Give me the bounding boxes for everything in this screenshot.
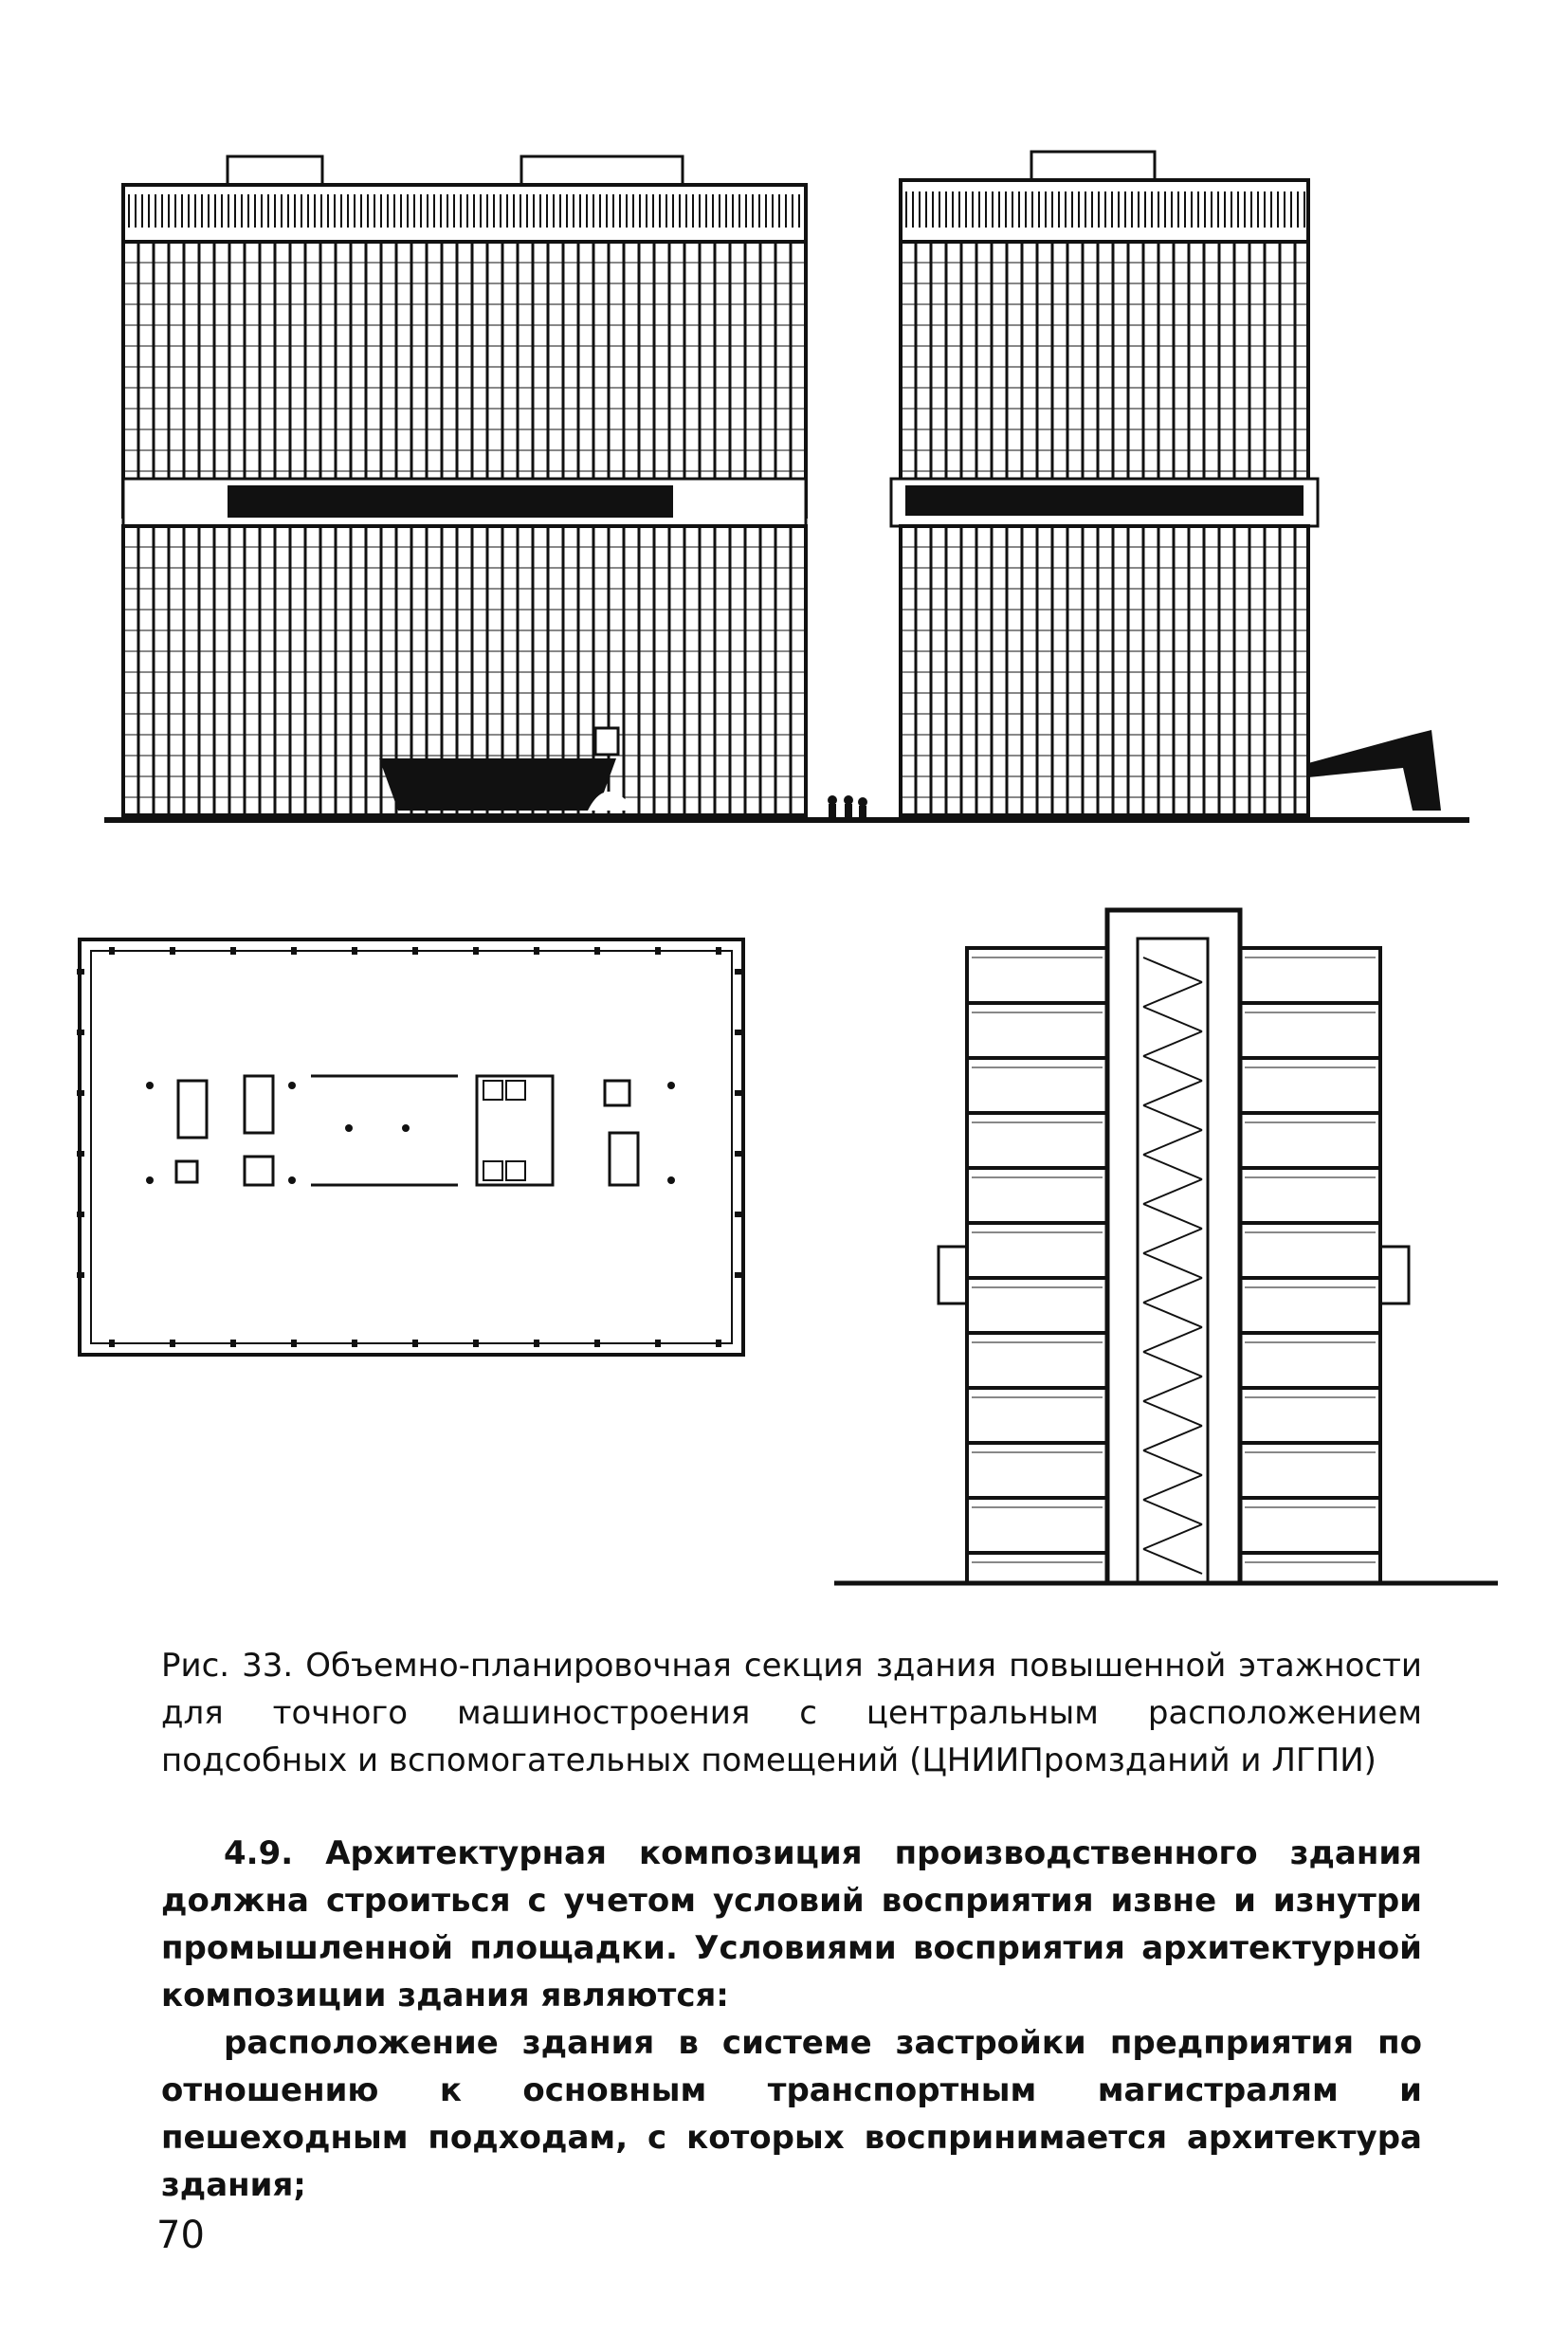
paragraph-4-9 — [161, 1830, 1422, 2019]
floor-plan-svg — [74, 934, 749, 1360]
building-section-drawing — [834, 901, 1498, 1593]
elevations-svg — [104, 142, 1469, 825]
right-building-elevation — [891, 152, 1441, 815]
left-building-elevation — [123, 156, 806, 815]
building-elevations-drawing — [104, 142, 1469, 825]
paragraph-text: расположение здания в системе застройки предприятия по отношению к основным транспортным магистралям и пешеходным подходам, с которых воспринимается архитектура здания; — [161, 2024, 1422, 2204]
people-figures — [828, 795, 867, 819]
figure-caption: Рис. 33. Объемно-планировочная секция здания повышенной этажности для точного машиностроения с центральным расположением подсобных и вспомогательных помещений (ЦНИИПромзданий и ЛГПИ) — [161, 1647, 1422, 1779]
page-number: 70 — [156, 2214, 205, 2257]
section-svg — [834, 901, 1498, 1593]
paragraph-continuation — [161, 2019, 1422, 2209]
paragraph-text: 4.9. Архитектурная композиция производственного здания должна строиться с учетом условий восприятия извне и изнутри промышленной площадки. Условиями восприятия архитектурной композиции здания являются: — [161, 1834, 1422, 2015]
floor-plan-drawing — [74, 934, 749, 1360]
